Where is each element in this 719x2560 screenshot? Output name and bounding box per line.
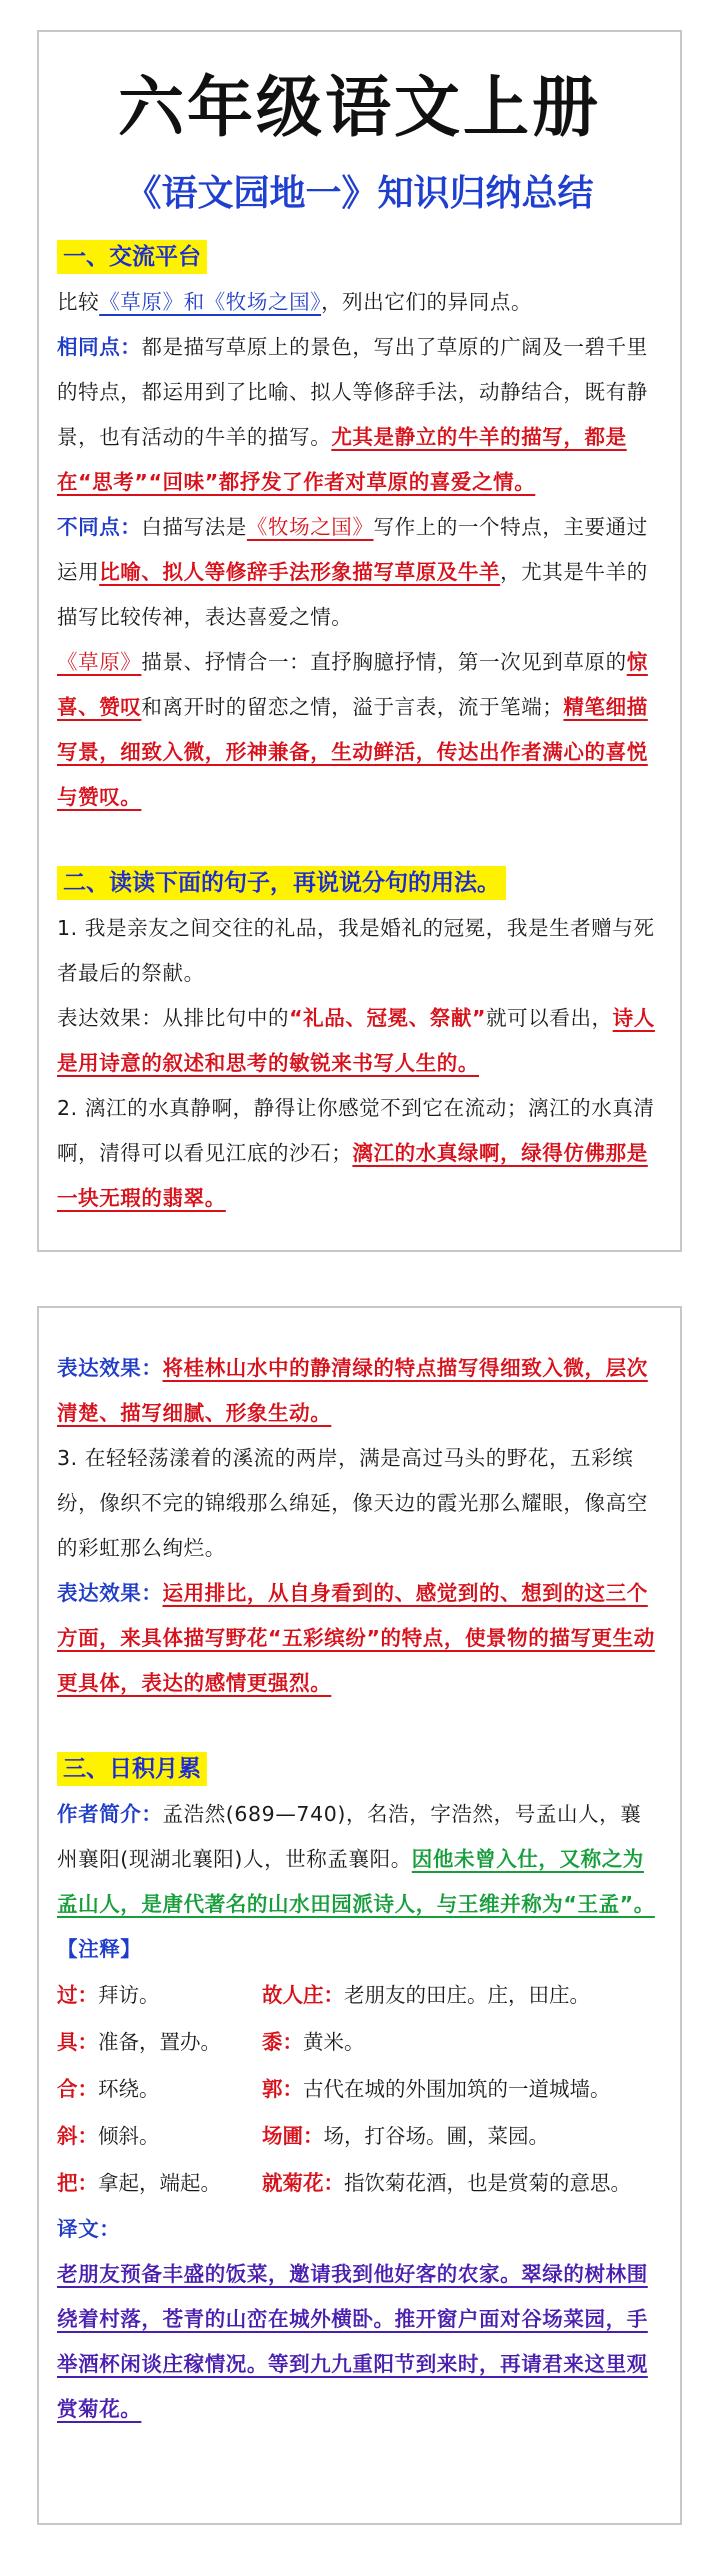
- intro-book-titles: 《草原》和《牧场之国》: [99, 290, 322, 314]
- effect-label: 表达效果：: [57, 1006, 163, 1030]
- note-item: [57, 2160, 262, 2207]
- difference-paragraph: [57, 505, 658, 640]
- section-heading-label: 一、交流平台: [57, 240, 207, 274]
- note-term: 把：: [57, 2171, 98, 2195]
- author-emphasis: 因他未曾入仕，又称之为孟山人，是唐代著名的山水田园派诗人，与王维并称为“王孟”。: [57, 1847, 655, 1916]
- section-3-heading: [57, 1752, 658, 1786]
- section-2-heading: [57, 866, 658, 900]
- grassland-text-2: 和离开时的留恋之情，溢于言表，流于笔端；: [141, 695, 564, 719]
- compare-intro: [57, 280, 658, 325]
- grassland-paragraph: [57, 640, 658, 820]
- note-item: [57, 2066, 262, 2113]
- note-item: [57, 2113, 262, 2160]
- author-label: 作者简介：: [57, 1802, 163, 1826]
- effect-text-2: 就可以看出，: [486, 1006, 613, 1030]
- similarity-emphasis: 尤其是静立的牛羊的描写，都是在“思考”“回味”都抒发了作者对草原的喜爱之情。: [57, 425, 627, 494]
- notes-label: 【注释】: [57, 1937, 142, 1961]
- note-def: 古代在城的外围加筑的一道城墙。: [303, 2077, 611, 2101]
- note-def: 黄米。: [303, 2030, 365, 2054]
- sentence-3-effect: [57, 1571, 658, 1706]
- sentence-2-effect: [57, 1346, 658, 1436]
- note-def: 场，打谷场。圃，菜园。: [323, 2124, 549, 2148]
- note-row: [57, 2066, 658, 2113]
- effect-emphasis: 诗人是用诗意的叙述和思考的敏锐来书写人生的。: [57, 1006, 655, 1075]
- difference-book-title: 《牧场之国》: [246, 515, 374, 539]
- note-term: 合：: [57, 2077, 98, 2101]
- note-row: [57, 1972, 658, 2019]
- difference-label: 不同点：: [57, 515, 142, 539]
- effect-label: 表达效果：: [57, 1356, 163, 1380]
- note-def: 准备，置办。: [98, 2030, 221, 2054]
- sentence-2-text: 2. 漓江的水真静啊，静得让你感觉不到它在流动；漓江的水真清啊，清得可以看见江底的沙石；: [57, 1096, 655, 1165]
- note-row: [57, 2019, 658, 2066]
- note-term: 场圃：: [262, 2124, 324, 2148]
- effect-emphasis: 将桂林山水中的静清绿的特点描写得细致入微，层次清楚、描写细腻、形象生动。: [57, 1356, 648, 1425]
- note-item: [262, 2066, 658, 2113]
- note-item: [57, 1972, 262, 2019]
- note-term: 过：: [57, 1983, 98, 2007]
- effect-emphasis: 运用排比，从自身看到的、感觉到的、想到的这三个方面，来具体描写野花“五彩缤纷”的特点，使景物的描写更生动更具体，表达的感情更强烈。: [57, 1581, 655, 1695]
- note-def: 拜访。: [98, 1983, 160, 2007]
- note-item: [262, 2019, 658, 2066]
- sentence-1-effect: [57, 996, 658, 1086]
- similarity-label: 相同点：: [57, 335, 142, 359]
- note-item: [262, 1972, 658, 2019]
- sentence-1: 1. 我是亲友之间交往的礼品，我是婚礼的冠冕，我是生者赠与死者最后的祭献。: [57, 916, 655, 985]
- author-text: 孟浩然(689—740)，名浩，字浩然，号孟山人，襄州襄阳(现湖北襄阳)人，世称孟襄阳。: [57, 1802, 642, 1871]
- note-term: 故人庄：: [262, 1983, 344, 2007]
- effect-label: 表达效果：: [57, 1581, 163, 1605]
- section-heading-label: 三、日积月累: [57, 1752, 207, 1786]
- intro-pre: 比较: [57, 290, 100, 314]
- difference-text-2: 写作上的一个特点，主要通过运用: [57, 515, 648, 584]
- note-def: 拿起，端起。: [98, 2171, 221, 2195]
- note-item: [57, 2019, 262, 2066]
- note-term: 郭：: [262, 2077, 303, 2101]
- sentence-3: 3. 在轻轻荡漾着的溪流的两岸，满是高过马头的野花，五彩缤纷，像织不完的锦缎那么绵延，像天边的霞光那么耀眼，像高空的彩虹那么绚烂。: [57, 1446, 648, 1560]
- note-term: 斜：: [57, 2124, 98, 2148]
- note-row: [57, 2160, 658, 2207]
- sentence-2: [57, 1086, 658, 1221]
- effect-text: 从排比句中的: [162, 1006, 290, 1030]
- similarity-paragraph: [57, 325, 658, 505]
- note-item: [262, 2160, 658, 2207]
- grassland-book-title: 《草原》: [57, 650, 142, 674]
- sentence-2-emphasis: 漓江的水真绿啊，绿得仿佛那是一块无瑕的翡翠。: [57, 1141, 648, 1210]
- difference-text-1: 白描写法是: [141, 515, 247, 539]
- difference-emphasis: 比喻、拟人等修辞手法形象描写草原及牛羊: [99, 560, 501, 584]
- note-row: [57, 2113, 658, 2160]
- page-title: 六年级语文上册: [118, 68, 601, 146]
- note-def: 倾斜。: [98, 2124, 160, 2148]
- grassland-text-1: 描景、抒情合一：直抒胸臆抒情，第一次见到草原的: [141, 650, 627, 674]
- note-term: 就菊花：: [262, 2171, 344, 2195]
- intro-post: ，列出它们的异同点。: [321, 290, 533, 314]
- note-item: [262, 2113, 658, 2160]
- translation-text: 老朋友预备丰盛的饭菜，邀请我到他好客的农家。翠绿的树林围绕着村落，苍青的山峦在城外横卧。推开窗户面对谷场菜园，手举酒杯闲谈庄稼情况。等到九九重阳节到来时，再请君来这里观赏菊花。: [57, 2262, 648, 2421]
- page-card-2: [37, 1306, 682, 2525]
- grassland-emphasis-1: 惊喜、赞叹: [57, 650, 648, 719]
- note-term: 具：: [57, 2030, 98, 2054]
- translation-label: 译文：: [57, 2217, 121, 2241]
- effect-quote: “礼品、冠冕、祭献”: [289, 1006, 487, 1030]
- note-def: 指饮菊花酒，也是赏菊的意思。: [344, 2171, 631, 2195]
- page-subtitle: 《语文园地一》知识归纳总结: [125, 172, 594, 214]
- similarity-text: 都是描写草原上的景色，写出了草原的广阔及一碧千里的特点，都运用到了比喻、拟人等修辞手法，动静结合，既有静景，也有活动的牛羊的描写。: [57, 335, 648, 449]
- difference-text-3: ，尤其是牛羊的描写比较传神，表达喜爱之情。: [57, 560, 648, 629]
- grassland-emphasis-2: 精笔细描写景，细致入微，形神兼备，生动鲜活，传达出作者满心的喜悦与赞叹。: [57, 695, 648, 809]
- section-heading-label: 二、读读下面的句子，再说说分句的用法。: [57, 866, 506, 900]
- notes-table: [57, 1972, 658, 2207]
- section-1-heading: [57, 240, 658, 274]
- note-def: 老朋友的田庄。庄，田庄。: [344, 1983, 590, 2007]
- note-term: 黍：: [262, 2030, 303, 2054]
- author-intro: [57, 1792, 658, 1927]
- note-def: 环绕。: [98, 2077, 160, 2101]
- page-card-1: [37, 30, 682, 1252]
